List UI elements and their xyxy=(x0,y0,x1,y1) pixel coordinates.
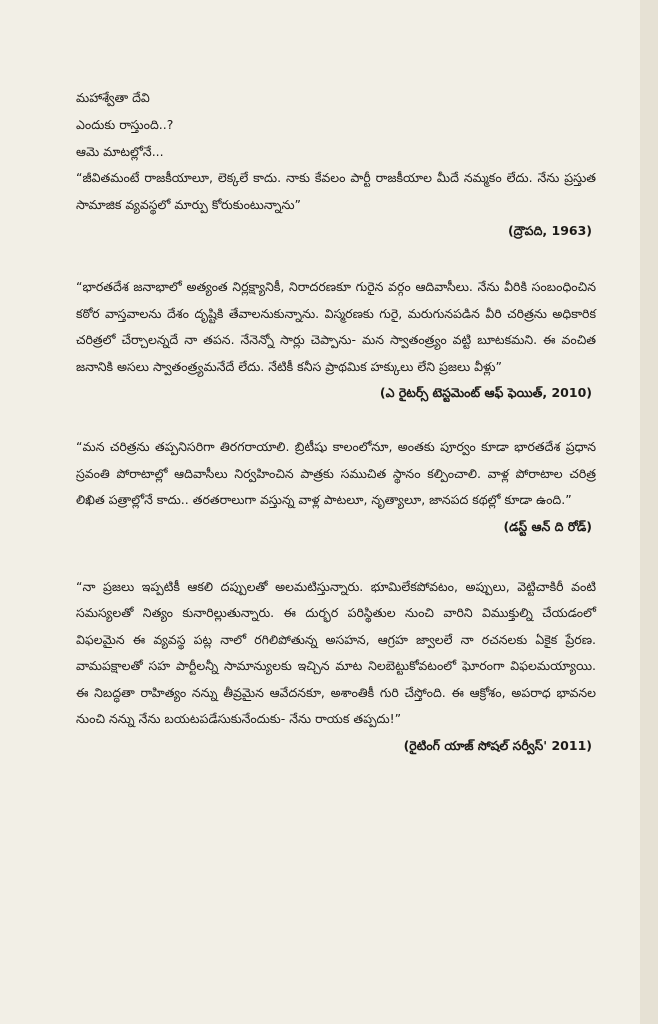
quote-citation: (రైటింగ్ యాజ్ సోషల్ సర్వీస్' 2011) xyxy=(403,737,592,753)
quote-text: “జీవితమంటే రాజకీయాలూ, లెక్కలే కాదు. నాకు కేవలం పార్టీ రాజకీయాల మీదే నమ్మకం లేదు. నేను ప్రస్తుత సామాజిక వ్యవస్థలో మార్పు కోరుకుంటున్నాను” xyxy=(76,170,596,212)
quote-citation: (ఎ రైటర్స్ టెస్టమెంట్ ఆఫ్ ఫెయిత్, 2010) xyxy=(379,385,592,400)
quote-block xyxy=(76,434,596,540)
quote-text: “మన చరిత్రను తప్పనిసరిగా తిరగరాయాలి. బ్రిటీషు కాలంలోనూ, అంతకు పూర్వం కూడా భారతదేశ ప్రధాన స్రవంతి పోరాటాల్లో ఆదివాసీలు నిర్వహించిన పాత్రకు సముచిత స్థానం కల్పించాలి. వాళ్ల పోరాటాల చరిత్ర లిఖిత పత్రాల్లోనే కాదు.. తరతరాలుగా వస్తున్న వాళ్ల పాటలూ, నృత్యాలూ, జానపద కథల్లో కూడా ఉంది.” xyxy=(76,439,596,507)
intro-question: ఎందుకు రాస్తుంది..? xyxy=(76,117,174,132)
quote-citation: (ద్రౌపది, 1963) xyxy=(507,223,592,238)
quote-citation: (డస్ట్ ఆన్ ది రోడ్) xyxy=(503,518,592,534)
page-edge xyxy=(640,0,658,1024)
quote-block xyxy=(76,165,596,244)
intro xyxy=(76,84,596,165)
intro-lead: ఆమె మాటల్లోనే... xyxy=(76,144,164,159)
page-content xyxy=(76,84,596,759)
author-name: మహాశ్వేతా దేవి xyxy=(76,90,150,105)
quote-block xyxy=(76,274,596,406)
quote-block xyxy=(76,574,596,759)
quote-text: “భారతదేశ జనాభాలో అత్యంత నిర్లక్ష్యానికీ, నిరాదరణకూ గురైన వర్గం ఆదివాసీలు. నేను వీరికి సంబంధించిన కఠోర వాస్తవాలను దేశం దృష్టికి తేవాలనుకున్నాను. విస్మరణకు గురై, మరుగునపడిన వీరి చరిత్రను అధికారిక చరిత్రలో చేర్చాలన్నదే నా తపన. నేనెన్నో సార్లు చెప్పాను- మన స్వాతంత్ర్యం వట్టి బూటకమని. ఈ వంచిత జనానికి అసలు స్వాతంత్ర్యమనేదే లేదు. నేటికీ కనీస ప్రాథమిక హక్కులు లేని ప్రజలు వీళ్లు” xyxy=(76,279,596,374)
quote-text: “నా ప్రజలు ఇప్పటికీ ఆకలి దప్పులతో అలమటిస్తున్నారు. భూమిలేకపోవటం, అప్పులు, వెట్టిచాకిరీ వంటి సమస్యలతో నిత్యం కునారిల్లుతున్నారు. ఈ దుర్భర పరిస్థితుల నుంచి వారిని విముక్తుల్ని చేయడంలో విఫలమైన ఈ వ్యవస్థ పట్ల నాలో రగిలిపోతున్న అసహన, ఆగ్రహ జ్వాలలే నా రచనలకు ఏకైక ప్రేరణ. వామపక్షాలతో సహ పార్టీలన్నీ సామాన్యులకు ఇచ్చిన మాట నిలబెట్టుకోవటంలో ఘోరంగా విఫలమయ్యాయి. ఈ నిబద్ధతా రాహిత్యం నన్ను తీవ్రమైన ఆవేదనకూ, అశాంతికీ గురి చేస్తోంది. ఈ ఆక్రోశం, అపరాధ భావనల నుంచి నన్ను నేను బయటపడేసుకునేందుకు- నేను రాయక తప్పదు!” xyxy=(76,578,596,726)
